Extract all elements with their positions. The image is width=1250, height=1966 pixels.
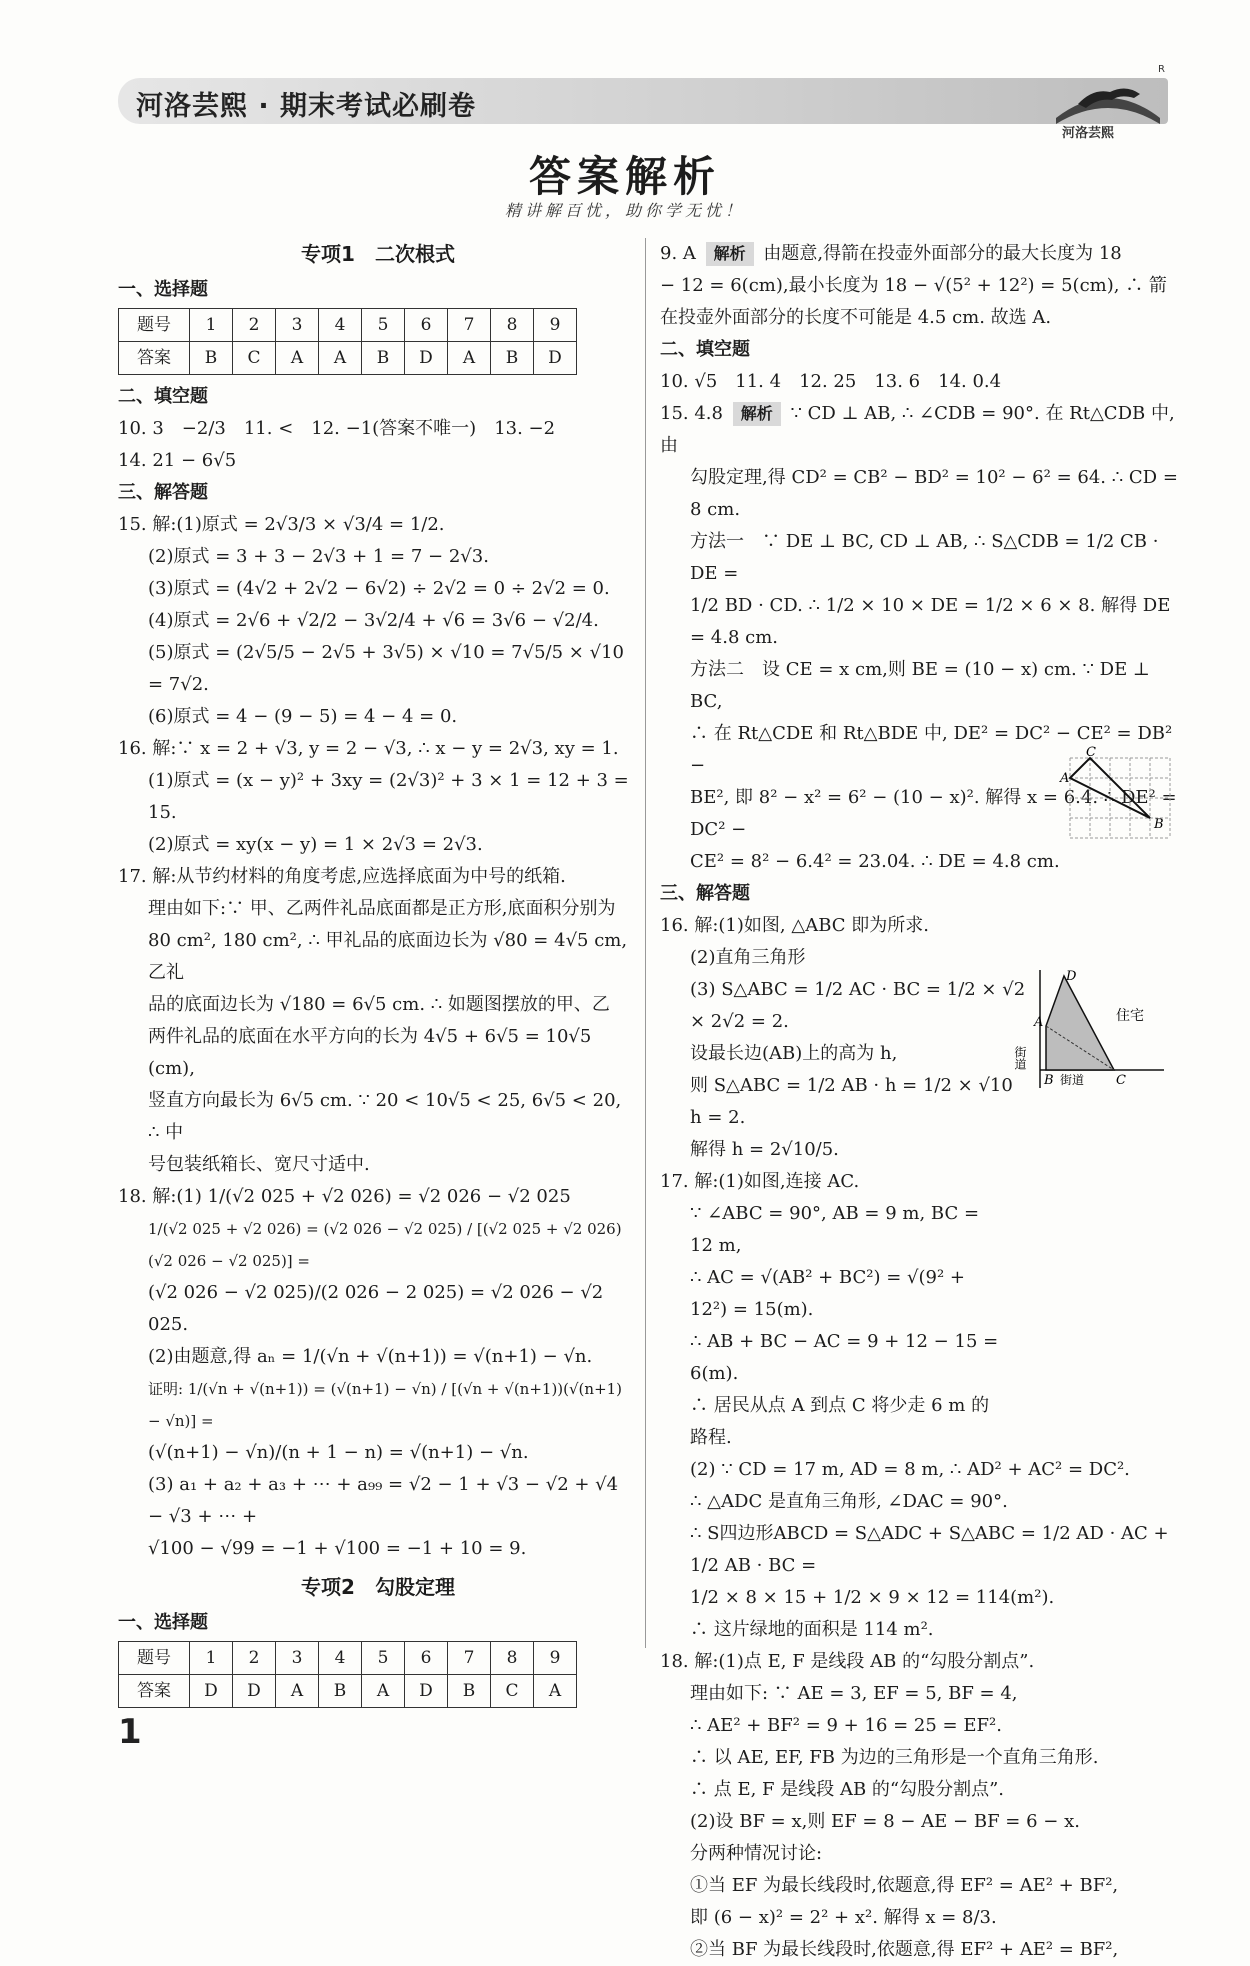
table-cell: 7: [448, 1642, 491, 1675]
fig17-label-c: C: [1116, 1073, 1126, 1088]
fig16-label-b: B: [1154, 817, 1164, 832]
q16-line: 则 S△ABC = 1/2 AB · h = 1/2 × √10 h = 2.: [690, 1075, 1013, 1128]
left-column: [118, 238, 638, 1714]
table-cell: C: [491, 1675, 534, 1708]
analysis-tag: 解析: [706, 242, 754, 266]
table-cell: A: [448, 342, 491, 375]
q17-line: 号包装纸箱长、宽尺寸适中.: [148, 1154, 370, 1175]
q18-line: ①当 EF 为最长线段时,依题意,得 EF² = AE² + BF²,: [690, 1875, 1119, 1896]
q18-line: 18. 解:(1) 1/(√2 025 + √2 026) = √2 026 − √2 025: [118, 1186, 571, 1207]
q18-line: 即 (6 − x)² = 2² + x². 解得 x = 8/3.: [690, 1907, 997, 1928]
q15-line: 1/2 BD · CD. ∴ 1/2 × 10 × DE = 1/2 × 6 × 8. 解得 DE = 4.8 cm.: [690, 595, 1171, 648]
table-cell: 9: [534, 1642, 577, 1675]
q16-line: 16. 解:(1)如图, △ABC 即为所求.: [660, 915, 929, 936]
answer-table-2: [118, 1641, 577, 1708]
q18-line: ∴ AE² + BF² = 9 + 16 = 25 = EF².: [690, 1715, 1002, 1736]
q18-line: 18. 解:(1)点 E, F 是线段 AB 的“勾股分割点”.: [660, 1651, 1035, 1672]
banner-title: 河洛芸熙 · 期末考试必刷卷: [136, 91, 477, 122]
fig17-residence-label: 住宅: [1116, 1008, 1144, 1024]
q16-line: (2)直角三角形: [690, 947, 806, 968]
q15-line: 勾股定理,得 CD² = CB² − BD² = 10² − 6² = 64. ∴ CD = 8 cm.: [690, 467, 1178, 520]
q16-line: (2)原式 = xy(x − y) = 1 × 2√3 = 2√3.: [148, 834, 483, 855]
table-head: 答案: [119, 1675, 190, 1708]
q17-land-figure: [1013, 968, 1166, 1098]
q18-line: (2)设 BF = x,则 EF = 8 − AE − BF = 6 − x.: [690, 1811, 1080, 1832]
table-cell: B: [319, 1675, 362, 1708]
table-cell: A: [319, 342, 362, 375]
table-row: [119, 309, 577, 342]
page-number: 1: [118, 1712, 142, 1752]
q18-line: (√2 026 − √2 025)/(2 026 − 2 025) = √2 026 − √2 025.: [148, 1282, 604, 1335]
fill-heading: 二、填空题: [118, 386, 208, 407]
table-cell: C: [233, 342, 276, 375]
fig17-street-label-horizontal: 街道: [1060, 1073, 1085, 1087]
fill-answers-line: 10. √5 11. 4 12. 25 13. 6 14. 0.4: [660, 371, 1002, 392]
table-cell: A: [534, 1675, 577, 1708]
solve-heading: 三、解答题: [660, 883, 750, 904]
q17-line: 两件礼品的底面在水平方向的长为 4√5 + 6√5 = 10√5 (cm),: [148, 1026, 592, 1079]
q17-line: 理由如下:∵ 甲、乙两件礼品底面都是正方形,底面积分别为: [148, 898, 616, 919]
table-cell: 6: [405, 309, 448, 342]
q17-line: ∴ AB + BC − AC = 9 + 12 − 15 = 6(m).: [690, 1331, 999, 1384]
table-cell: 8: [491, 309, 534, 342]
q15-line: (4)原式 = 2√6 + √2/2 − 3√2/4 + √6 = 3√6 − √2/4.: [148, 610, 599, 631]
q15-line: 方法一 ∵ DE ⊥ BC, CD ⊥ AB, ∴ S△CDB = 1/2 CB · DE =: [690, 531, 1159, 584]
page-slogan: 精讲解百忧，助你学无忧！: [504, 201, 745, 220]
q17-line: 80 cm², 180 cm², ∴ 甲礼品的底面边长为 √80 = 4√5 cm,乙礼: [148, 930, 628, 983]
section1-title: 专项1 二次根式: [301, 242, 455, 266]
fig17-label-d: D: [1066, 969, 1077, 984]
q17-line: 17. 解:(1)如图,连接 AC.: [660, 1171, 860, 1192]
q15-line: (3)原式 = (4√2 + 2√2 − 6√2) ÷ 2√2 = 0 ÷ 2√2 = 0.: [148, 578, 610, 599]
right-column: [660, 238, 1180, 1966]
q18-line: √100 − √99 = −1 + √100 = −1 + 10 = 9.: [148, 1538, 527, 1559]
table-cell: 6: [405, 1642, 448, 1675]
table-cell: B: [190, 342, 233, 375]
table-cell: 1: [190, 309, 233, 342]
page-title: 答案解析: [528, 152, 721, 201]
q17-line: ∴ △ADC 是直角三角形, ∠DAC = 90°.: [690, 1491, 1008, 1512]
q17-line: 品的底面边长为 √180 = 6√5 cm. ∴ 如题图摆放的甲、乙: [148, 994, 610, 1015]
q17-line: 1/2 × 8 × 15 + 1/2 × 9 × 12 = 114(m²).: [690, 1587, 1055, 1608]
table-cell: 7: [448, 309, 491, 342]
q15-number: 15. 4.8: [660, 403, 723, 424]
q18-line: 理由如下: ∵ AE = 3, EF = 5, BF = 4,: [690, 1683, 1018, 1704]
q17-line: ∴ S四边形ABCD = S△ADC + S△ABC = 1/2 AD · AC + 1/2 AB · BC =: [690, 1523, 1169, 1576]
logo-mark: R: [1158, 64, 1165, 75]
table-cell: 3: [276, 309, 319, 342]
q15-line: [660, 398, 1180, 462]
q9-line: [660, 238, 1180, 270]
table-cell: A: [362, 1675, 405, 1708]
choice-heading: 一、选择题: [118, 279, 208, 300]
q16-line: 16. 解:∵ x = 2 + √3, y = 2 − √3, ∴ x − y = 2√3, xy = 1.: [118, 738, 619, 759]
table-cell: D: [405, 1675, 448, 1708]
table-cell: A: [276, 1675, 319, 1708]
table-cell: D: [233, 1675, 276, 1708]
q15-line: 15. 解:(1)原式 = 2√3/3 × √3/4 = 1/2.: [118, 514, 445, 535]
q17-line: 17. 解:从节约材料的角度考虑,应选择底面为中号的纸箱.: [118, 866, 566, 887]
q16-line: 设最长边(AB)上的高为 h,: [690, 1043, 898, 1064]
table-head: 题号: [119, 309, 190, 342]
q18-line: (3) a₁ + a₂ + a₃ + ⋯ + a₉₉ = √2 − 1 + √3 − √2 + √4 − √3 + ⋯ +: [148, 1474, 619, 1527]
q18-line: 证明: 1/(√n + √(n+1)) = (√(n+1) − √n) / [(√n + √(n+1))(√(n+1) − √n)] =: [148, 1380, 623, 1430]
q15-line: (2)原式 = 3 + 3 − 2√3 + 1 = 7 − 2√3.: [148, 546, 489, 567]
q17-line: ∴ 居民从点 A 到点 C 将少走 6 m 的路程.: [690, 1395, 990, 1448]
q17-line: ∵ ∠ABC = 90°, AB = 9 m, BC = 12 m,: [690, 1203, 980, 1256]
q17-line: ∴ AC = √(AB² + BC²) = √(9² + 12²) = 15(m).: [690, 1267, 965, 1320]
table-head: 题号: [119, 1642, 190, 1675]
table-cell: B: [362, 342, 405, 375]
table-cell: 9: [534, 309, 577, 342]
table-cell: 4: [319, 309, 362, 342]
table-cell: B: [448, 1675, 491, 1708]
logo-text: 河洛芸熙: [1062, 126, 1115, 141]
q18-line: ②当 BF 为最长线段时,依题意,得 EF² + AE² = BF²,: [690, 1939, 1119, 1960]
fill-answers-line: 10. 3 −2/3 11. < 12. −1(答案不唯一) 13. −2: [118, 418, 556, 439]
q18-line: 分两种情况讨论:: [690, 1843, 823, 1864]
solve-heading: 三、解答题: [118, 482, 208, 503]
table-row: [119, 1642, 577, 1675]
q16-line: 解得 h = 2√10/5.: [690, 1139, 839, 1160]
table-cell: D: [405, 342, 448, 375]
fill-heading: 二、填空题: [660, 339, 750, 360]
fig17-street-label-vertical: 街道: [1013, 1046, 1027, 1070]
q17-line: 竖直方向最长为 6√5 cm. ∵ 20 < 10√5 < 25, 6√5 < 20, ∴ 中: [148, 1090, 622, 1143]
q9-text: 由题意,得箭在投壶外面部分的最大长度为 18: [763, 243, 1122, 264]
q17-line: ∴ 这片绿地的面积是 114 m².: [690, 1619, 934, 1640]
table-cell: 4: [319, 1642, 362, 1675]
column-divider: [645, 238, 646, 1648]
fig17-label-b: B: [1044, 1073, 1054, 1088]
q18-line: (√(n+1) − √n)/(n + 1 − n) = √(n+1) − √n.: [148, 1442, 529, 1463]
q15-line: (6)原式 = 4 − (9 − 5) = 4 − 4 = 0.: [148, 706, 458, 727]
q16-line: (1)原式 = (x − y)² + 3xy = (2√3)² + 3 × 1 = 12 + 3 = 15.: [148, 770, 629, 823]
table-row: [119, 342, 577, 375]
table-cell: 2: [233, 1642, 276, 1675]
table-cell: D: [534, 342, 577, 375]
table-cell: 8: [491, 1642, 534, 1675]
fill-answers-line: 14. 21 − 6√5: [118, 450, 237, 471]
q16-line: (3) S△ABC = 1/2 AC · BC = 1/2 × √2 × 2√2 = 2.: [690, 979, 1026, 1032]
section2-title: 专项2 勾股定理: [301, 1575, 455, 1599]
table-head: 答案: [119, 342, 190, 375]
answer-table-1: [118, 308, 577, 375]
table-cell: 5: [362, 309, 405, 342]
table-cell: 5: [362, 1642, 405, 1675]
q15-line: BE², 即 8² − x² = 6² − (10 − x)². 解得 x = 6.4. ∴ DE² = DC² −: [690, 787, 1177, 840]
q15-line: (5)原式 = (2√5/5 − 2√5 + 3√5) × √10 = 7√5/5 × √10 = 7√2.: [148, 642, 624, 695]
fig16-label-c: C: [1086, 745, 1096, 760]
q15-line: 方法二 设 CE = x cm,则 BE = (10 − x) cm. ∵ DE ⊥ BC,: [690, 659, 1150, 712]
q9-number: 9. A: [660, 243, 696, 264]
q15-text: ∵ CD ⊥ AB, ∴ ∠CDB = 90°. 在 Rt△CDB 中,由: [660, 403, 1175, 456]
q18-line: 1/(√2 025 + √2 026) = (√2 026 − √2 025) / [(√2 025 + √2 026)(√2 026 − √2 025)] =: [148, 1220, 622, 1270]
table-cell: A: [276, 342, 319, 375]
q9-line: 在投壶外面部分的长度不可能是 4.5 cm. 故选 A.: [660, 307, 1052, 328]
fig17-label-a: A: [1034, 1015, 1044, 1030]
choice-heading: 一、选择题: [118, 1612, 208, 1633]
q18-line: (2)由题意,得 aₙ = 1/(√n + √(n+1)) = √(n+1) − √n.: [148, 1346, 593, 1367]
q16-grid-figure: [1060, 745, 1180, 848]
fig16-label-a: A: [1060, 771, 1070, 786]
q17-line: (2) ∵ CD = 17 m, AD = 8 m, ∴ AD² + AC² = DC².: [690, 1459, 1130, 1480]
table-cell: 2: [233, 309, 276, 342]
table-cell: 3: [276, 1642, 319, 1675]
q15-line: ∴ 在 Rt△CDE 和 Rt△BDE 中, DE² = DC² − CE² = DB² −: [690, 723, 1173, 776]
q15-line: CE² = 8² − 6.4² = 23.04. ∴ DE = 4.8 cm.: [690, 851, 1060, 872]
analysis-tag: 解析: [733, 402, 781, 426]
table-row: [119, 1675, 577, 1708]
table-cell: D: [190, 1675, 233, 1708]
table-cell: 1: [190, 1642, 233, 1675]
q18-line: ∴ 点 E, F 是线段 AB 的“勾股分割点”.: [690, 1779, 1005, 1800]
table-cell: B: [491, 342, 534, 375]
q18-line: ∴ 以 AE, EF, FB 为边的三角形是一个直角三角形.: [690, 1747, 1099, 1768]
q9-line: − 12 = 6(cm),最小长度为 18 − √(5² + 12²) = 5(cm), ∴ 箭: [660, 275, 1167, 296]
